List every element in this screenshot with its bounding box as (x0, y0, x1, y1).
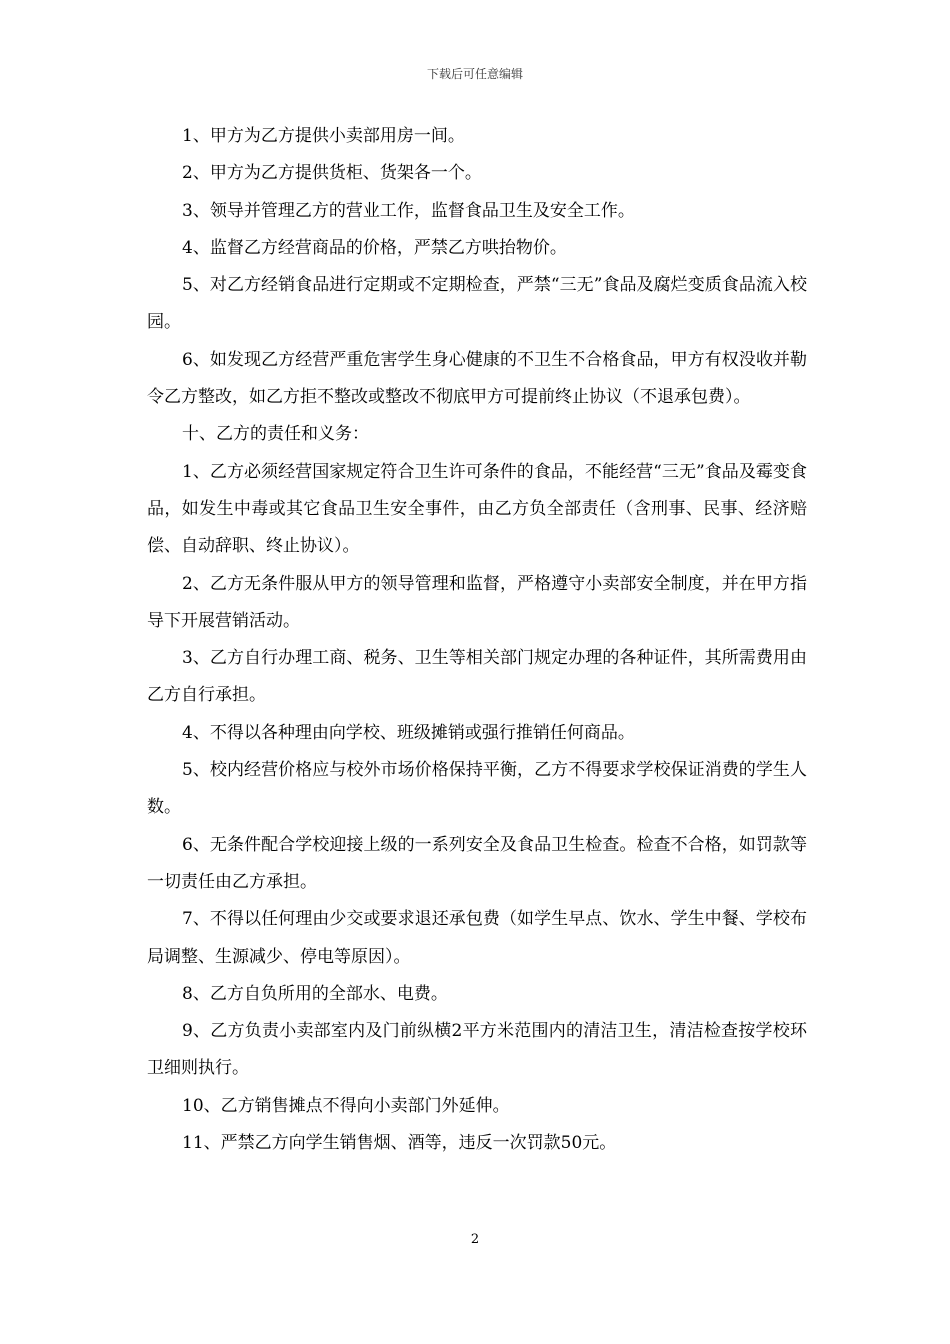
paragraph: 2、乙方无条件服从甲方的领导管理和监督，严格遵守小卖部安全制度，并在甲方指导下开展营销活动。 (147, 573, 807, 631)
paragraph: 9、乙方负责小卖部室内及门前纵横2平方米范围内的清洁卫生，清洁检查按学校环卫细则执行。 (147, 1021, 807, 1079)
paragraph: 10、乙方销售摊点不得向小卖部门外延伸。 (182, 1095, 510, 1116)
header-note: 下载后可任意编辑 (426, 67, 523, 81)
paragraph: 1、甲方为乙方提供小卖部用房一间。 (182, 126, 465, 146)
paragraph: 2、甲方为乙方提供货柜、货架各一个。 (182, 163, 482, 184)
section-heading: 十、乙方的责任和义务： (182, 424, 369, 445)
paragraph: 1、乙方必须经营国家规定符合卫生许可条件的食品，不能经营“三无”食品及霉变食品，如发生中毒或其它食品卫生安全事件，由乙方负全部责任（含刑事、民事、经济赔偿、自动辞职、终止协议）。 (147, 461, 807, 557)
page-number: 2 (470, 1232, 480, 1247)
paragraph: 8、乙方自负所用的全部水、电费。 (182, 983, 448, 1004)
paragraph: 11、严禁乙方向学生销售烟、酒等，违反一次罚款50元。 (182, 1133, 617, 1154)
paragraph: 3、乙方自行办理工商、税务、卫生等相关部门规定办理的各种证件，其所需费用由乙方自行承担。 (147, 648, 807, 706)
paragraph: 4、不得以各种理由向学校、班级摊销或强行推销任何商品。 (182, 722, 635, 743)
paragraph: 5、对乙方经销食品进行定期或不定期检查，严禁“三无”食品及腐烂变质食品流入校园。 (147, 275, 807, 333)
paragraph: 4、监督乙方经营商品的价格，严禁乙方哄抬物价。 (182, 237, 567, 258)
paragraph: 5、校内经营价格应与校外市场价格保持平衡，乙方不得要求学校保证消费的学生人数。 (147, 760, 807, 818)
document-body (147, 118, 807, 1162)
paragraph: 7、不得以任何理由少交或要求退还承包费（如学生早点、饮水、学生中餐、学校布局调整、生源减少、停电等原因）。 (147, 909, 807, 967)
paragraph: 6、无条件配合学校迎接上级的一系列安全及食品卫生检查。检查不合格，如罚款等一切责任由乙方承担。 (147, 834, 807, 892)
paragraph: 6、如发现乙方经营严重危害学生身心健康的不卫生不合格食品，甲方有权没收并勒令乙方整改，如乙方拒不整改或整改不彻底甲方可提前终止协议（不退承包费）。 (147, 349, 807, 408)
paragraph: 3、领导并管理乙方的营业工作，监督食品卫生及安全工作。 (182, 200, 635, 221)
